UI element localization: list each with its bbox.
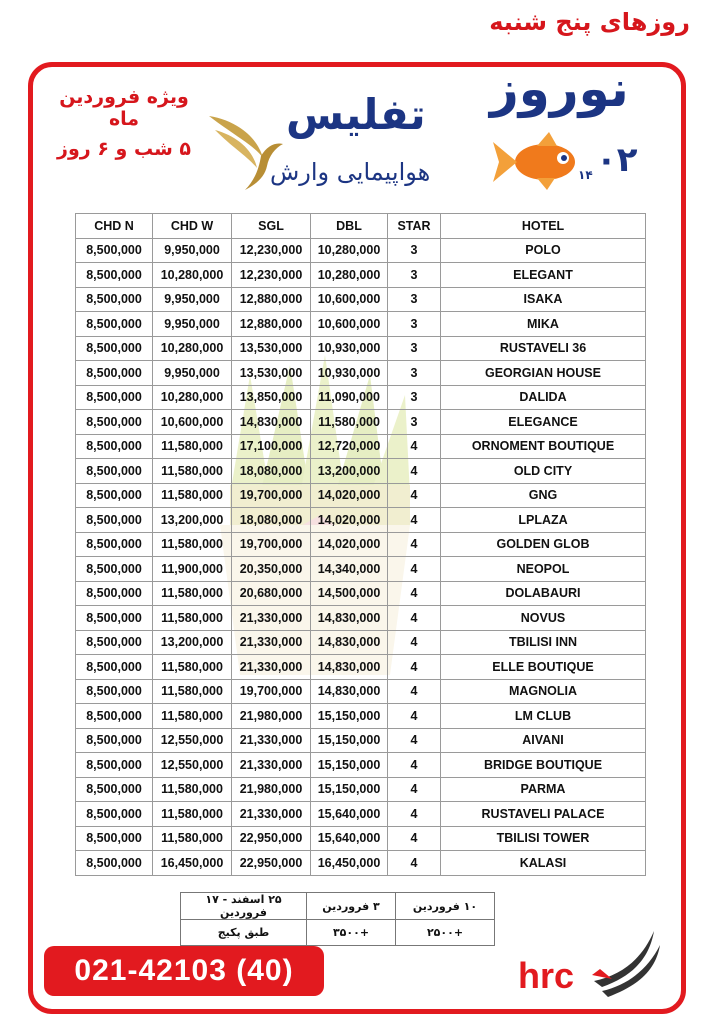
goldfish-icon (487, 128, 583, 194)
table-row (76, 777, 646, 802)
date-surcharge-table (180, 892, 495, 946)
cell-sgl: 21,330,000 (232, 630, 311, 655)
table-row (76, 802, 646, 827)
cell-dbl: 10,600,000 (311, 287, 388, 312)
cell-dbl: 15,640,000 (311, 802, 388, 827)
cell-sgl: 17,100,000 (232, 434, 311, 459)
price-cell-3: طبق پکیج (181, 920, 307, 946)
cell-sgl: 21,330,000 (232, 728, 311, 753)
cell-hotel: ISAKA (441, 287, 646, 312)
cell-chd-n: 8,500,000 (76, 312, 153, 337)
table-row (76, 728, 646, 753)
cell-dbl: 10,930,000 (311, 336, 388, 361)
cell-hotel: LPLAZA (441, 508, 646, 533)
cell-sgl: 21,330,000 (232, 655, 311, 680)
cell-sgl: 19,700,000 (232, 532, 311, 557)
cell-dbl: 14,500,000 (311, 581, 388, 606)
cell-chd-n: 8,500,000 (76, 238, 153, 263)
cell-chd-w: 12,550,000 (153, 728, 232, 753)
cell-dbl: 14,830,000 (311, 606, 388, 631)
cell-dbl: 15,640,000 (311, 826, 388, 851)
cell-chd-w: 11,580,000 (153, 483, 232, 508)
cell-star: 4 (388, 508, 441, 533)
cell-dbl: 14,020,000 (311, 508, 388, 533)
cell-star: 4 (388, 753, 441, 778)
cell-sgl: 19,700,000 (232, 483, 311, 508)
cell-chd-n: 8,500,000 (76, 679, 153, 704)
cell-chd-n: 8,500,000 (76, 361, 153, 386)
cell-sgl: 13,530,000 (232, 336, 311, 361)
cell-hotel: PARMA (441, 777, 646, 802)
cell-sgl: 12,880,000 (232, 287, 311, 312)
table-row (76, 238, 646, 263)
cell-chd-n: 8,500,000 (76, 557, 153, 582)
cell-dbl: 10,280,000 (311, 238, 388, 263)
nowruz-title: نوروز (490, 60, 629, 118)
table-row (76, 508, 646, 533)
phone-number[interactable]: 021-42103 (40) (44, 946, 324, 996)
cell-hotel: ELEGANT (441, 263, 646, 288)
table-row (76, 434, 646, 459)
cell-dbl: 14,020,000 (311, 483, 388, 508)
cell-hotel: TBILISI TOWER (441, 826, 646, 851)
cell-chd-w: 9,950,000 (153, 238, 232, 263)
cell-dbl: 11,580,000 (311, 410, 388, 435)
cell-chd-w: 12,550,000 (153, 753, 232, 778)
cell-chd-n: 8,500,000 (76, 777, 153, 802)
header-sgl: SGL (232, 214, 311, 239)
cell-dbl: 11,090,000 (311, 385, 388, 410)
cell-star: 4 (388, 655, 441, 680)
cell-star: 4 (388, 532, 441, 557)
cell-chd-n: 8,500,000 (76, 630, 153, 655)
cell-dbl: 15,150,000 (311, 704, 388, 729)
cell-star: 4 (388, 459, 441, 484)
cell-chd-w: 10,280,000 (153, 385, 232, 410)
date-row (181, 893, 495, 920)
cell-sgl: 18,080,000 (232, 459, 311, 484)
promo-line-1: ویژه فروردین ماه (59, 86, 189, 130)
cell-chd-w: 11,580,000 (153, 606, 232, 631)
cell-star: 4 (388, 826, 441, 851)
cell-dbl: 16,450,000 (311, 851, 388, 876)
cell-hotel: BRIDGE BOUTIQUE (441, 753, 646, 778)
cell-sgl: 18,080,000 (232, 508, 311, 533)
cell-chd-n: 8,500,000 (76, 532, 153, 557)
cell-chd-n: 8,500,000 (76, 287, 153, 312)
cell-hotel: ELLE BOUTIQUE (441, 655, 646, 680)
cell-chd-w: 13,200,000 (153, 508, 232, 533)
cell-chd-w: 11,580,000 (153, 532, 232, 557)
cell-dbl: 10,930,000 (311, 361, 388, 386)
cell-star: 3 (388, 263, 441, 288)
cell-hotel: TBILISI INN (441, 630, 646, 655)
cell-star: 3 (388, 238, 441, 263)
cell-chd-n: 8,500,000 (76, 385, 153, 410)
price-cell-1: +۲۵۰۰ (396, 920, 495, 946)
table-row (76, 336, 646, 361)
cell-star: 4 (388, 483, 441, 508)
cell-dbl: 10,280,000 (311, 263, 388, 288)
date-cell-1: ۱۰ فروردین (396, 893, 495, 920)
cell-chd-n: 8,500,000 (76, 581, 153, 606)
sail-logo-icon (592, 925, 664, 1001)
cell-chd-w: 9,950,000 (153, 312, 232, 337)
table-row (76, 704, 646, 729)
price-row (181, 920, 495, 946)
cell-star: 4 (388, 434, 441, 459)
cell-chd-n: 8,500,000 (76, 802, 153, 827)
cell-chd-n: 8,500,000 (76, 410, 153, 435)
table-row (76, 459, 646, 484)
date-cell-3: ۲۵ اسفند - ۱۷ فروردین (181, 893, 307, 920)
cell-chd-n: 8,500,000 (76, 483, 153, 508)
table-row (76, 483, 646, 508)
cell-chd-w: 11,580,000 (153, 655, 232, 680)
cell-hotel: MIKA (441, 312, 646, 337)
cell-dbl: 14,830,000 (311, 655, 388, 680)
cell-star: 4 (388, 679, 441, 704)
table-row (76, 557, 646, 582)
cell-dbl: 10,600,000 (311, 312, 388, 337)
cell-chd-n: 8,500,000 (76, 459, 153, 484)
cell-chd-w: 11,580,000 (153, 826, 232, 851)
cell-star: 4 (388, 557, 441, 582)
table-row (76, 312, 646, 337)
cell-chd-w: 9,950,000 (153, 287, 232, 312)
table-row (76, 655, 646, 680)
cell-chd-n: 8,500,000 (76, 336, 153, 361)
table-header-row (76, 214, 646, 239)
cell-star: 4 (388, 802, 441, 827)
table-row (76, 851, 646, 876)
cell-dbl: 14,020,000 (311, 532, 388, 557)
promo-block (44, 86, 204, 160)
cell-hotel: OLD CITY (441, 459, 646, 484)
cell-dbl: 14,830,000 (311, 679, 388, 704)
brand-logo-text: hrc (518, 955, 575, 996)
cell-star: 4 (388, 777, 441, 802)
cell-dbl: 15,150,000 (311, 728, 388, 753)
cell-star: 4 (388, 704, 441, 729)
nowruz-year-small: ۱۴ (578, 168, 593, 182)
table-row (76, 753, 646, 778)
cell-sgl: 13,850,000 (232, 385, 311, 410)
cell-star: 4 (388, 581, 441, 606)
cell-chd-n: 8,500,000 (76, 826, 153, 851)
cell-chd-w: 9,950,000 (153, 361, 232, 386)
cell-chd-n: 8,500,000 (76, 508, 153, 533)
cell-chd-w: 11,580,000 (153, 434, 232, 459)
cell-chd-w: 11,580,000 (153, 459, 232, 484)
cell-sgl: 13,530,000 (232, 361, 311, 386)
header-hotel: HOTEL (441, 214, 646, 239)
cell-sgl: 21,330,000 (232, 753, 311, 778)
cell-chd-w: 11,580,000 (153, 802, 232, 827)
airline-name: هواپیمایی وارش (270, 158, 431, 186)
cell-dbl: 14,830,000 (311, 630, 388, 655)
hotel-price-table (75, 213, 646, 876)
cell-dbl: 14,340,000 (311, 557, 388, 582)
cell-chd-w: 10,280,000 (153, 336, 232, 361)
cell-sgl: 22,950,000 (232, 826, 311, 851)
cell-sgl: 21,980,000 (232, 704, 311, 729)
cell-chd-n: 8,500,000 (76, 606, 153, 631)
cell-dbl: 12,720,000 (311, 434, 388, 459)
cell-chd-n: 8,500,000 (76, 851, 153, 876)
cell-sgl: 21,330,000 (232, 802, 311, 827)
table-row (76, 581, 646, 606)
header-star: STAR (388, 214, 441, 239)
cell-chd-n: 8,500,000 (76, 263, 153, 288)
cell-hotel: GEORGIAN HOUSE (441, 361, 646, 386)
cell-chd-w: 10,600,000 (153, 410, 232, 435)
price-cell-2: +۳۵۰۰ (307, 920, 396, 946)
cell-sgl: 20,350,000 (232, 557, 311, 582)
cell-dbl: 15,150,000 (311, 777, 388, 802)
table-row (76, 630, 646, 655)
cell-chd-n: 8,500,000 (76, 704, 153, 729)
cell-star: 4 (388, 630, 441, 655)
cell-sgl: 12,230,000 (232, 263, 311, 288)
cell-star: 3 (388, 361, 441, 386)
cell-sgl: 21,980,000 (232, 777, 311, 802)
cell-chd-w: 11,580,000 (153, 777, 232, 802)
cell-hotel: KALASI (441, 851, 646, 876)
hotel-rows (76, 238, 646, 875)
header-chd-n: CHD N (76, 214, 153, 239)
cell-dbl: 13,200,000 (311, 459, 388, 484)
table-row (76, 410, 646, 435)
cell-star: 3 (388, 410, 441, 435)
cell-sgl: 20,680,000 (232, 581, 311, 606)
cell-star: 3 (388, 312, 441, 337)
cell-hotel: GOLDEN GLOB (441, 532, 646, 557)
cell-star: 4 (388, 851, 441, 876)
cell-star: 3 (388, 287, 441, 312)
cell-chd-w: 16,450,000 (153, 851, 232, 876)
cell-hotel: NOVUS (441, 606, 646, 631)
cell-hotel: POLO (441, 238, 646, 263)
table-row (76, 606, 646, 631)
cell-star: 4 (388, 606, 441, 631)
cell-sgl: 21,330,000 (232, 606, 311, 631)
cell-hotel: NEOPOL (441, 557, 646, 582)
cell-dbl: 15,150,000 (311, 753, 388, 778)
cell-hotel: DALIDA (441, 385, 646, 410)
cell-hotel: DOLABAURI (441, 581, 646, 606)
cell-star: 3 (388, 385, 441, 410)
table-row (76, 532, 646, 557)
cell-hotel: ELEGANCE (441, 410, 646, 435)
cell-hotel: ORNOMENT BOUTIQUE (441, 434, 646, 459)
table-row (76, 679, 646, 704)
cell-star: 3 (388, 336, 441, 361)
cell-chd-w: 11,580,000 (153, 704, 232, 729)
cell-chd-w: 11,900,000 (153, 557, 232, 582)
table-row (76, 263, 646, 288)
top-label: روزهای پنج شنبه (489, 8, 690, 36)
nowruz-year: ۰۲ (596, 140, 638, 180)
cell-hotel: MAGNOLIA (441, 679, 646, 704)
cell-hotel: LM CLUB (441, 704, 646, 729)
table-row (76, 826, 646, 851)
cell-sgl: 14,830,000 (232, 410, 311, 435)
cell-chd-n: 8,500,000 (76, 655, 153, 680)
cell-chd-w: 10,280,000 (153, 263, 232, 288)
table-row (76, 361, 646, 386)
destination-title: تفلیس (286, 90, 426, 139)
cell-chd-n: 8,500,000 (76, 728, 153, 753)
promo-line-2: ۵ شب و ۶ روز (57, 138, 191, 160)
cell-hotel: GNG (441, 483, 646, 508)
cell-chd-n: 8,500,000 (76, 434, 153, 459)
header-chd-w: CHD W (153, 214, 232, 239)
cell-chd-n: 8,500,000 (76, 753, 153, 778)
cell-chd-w: 11,580,000 (153, 581, 232, 606)
cell-sgl: 12,230,000 (232, 238, 311, 263)
cell-sgl: 22,950,000 (232, 851, 311, 876)
cell-sgl: 12,880,000 (232, 312, 311, 337)
cell-hotel: AIVANI (441, 728, 646, 753)
table-row (76, 287, 646, 312)
date-cell-2: ۳ فروردین (307, 893, 396, 920)
cell-hotel: RUSTAVELI 36 (441, 336, 646, 361)
cell-hotel: RUSTAVELI PALACE (441, 802, 646, 827)
cell-star: 4 (388, 728, 441, 753)
table-row (76, 385, 646, 410)
header-dbl: DBL (311, 214, 388, 239)
cell-sgl: 19,700,000 (232, 679, 311, 704)
cell-chd-w: 11,580,000 (153, 679, 232, 704)
cell-chd-w: 13,200,000 (153, 630, 232, 655)
